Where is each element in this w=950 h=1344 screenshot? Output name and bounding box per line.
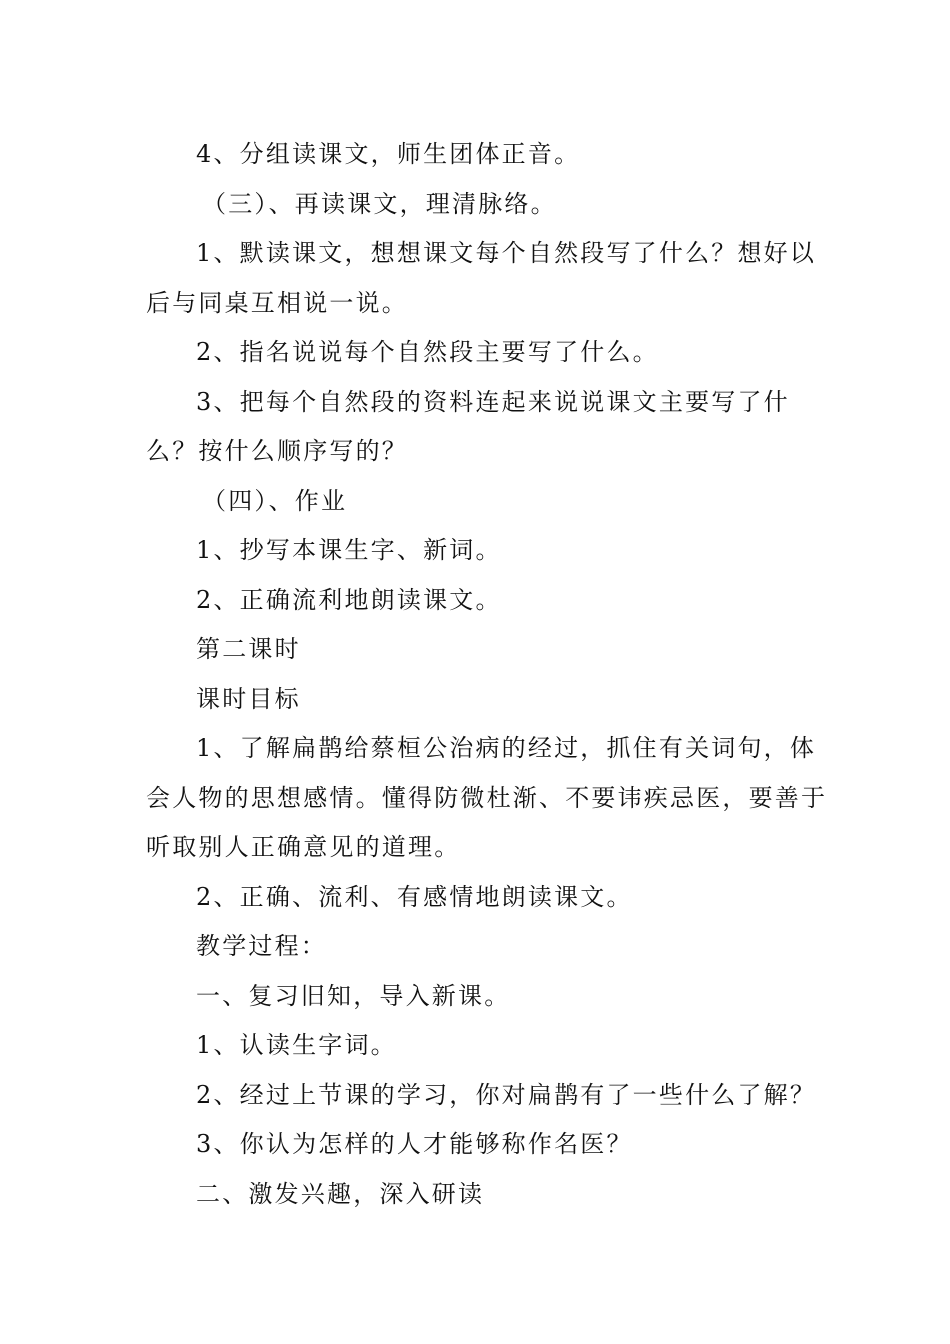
paragraph-objective-1: 1、了解扁鹊给蔡桓公治病的经过，抓住有关词句，体会人物的思想感情。懂得防微杜渐、不要讳疾忌医，要善于听取别人正确意见的道理。 [146,734,828,861]
paragraph-review-question: 2、经过上节课的学习，你对扁鹊有了一些什么了解？ [196,1080,817,1109]
lesson-objectives-heading: 课时目标 [196,684,301,713]
teaching-process-heading: 教学过程： [196,932,327,960]
section-heading-review: 一、复习旧知，导入新课。 [196,981,511,1010]
section-heading-homework: （四）、作业 [202,486,348,515]
paragraph-silent-reading: 1、默读课文，想想课文每个自然段写了什么？想好以后与同桌互相说一说。 [146,239,817,317]
paragraph-objective-2: 2、正确、流利、有感情地朗读课文。 [196,882,633,911]
section-heading-deep-reading: 二、激发兴趣，深入研读 [196,1179,485,1208]
lesson-2-title: 第二课时 [196,635,301,663]
paragraph-famous-doctor-question: 3、你认为怎样的人才能够称作名医？ [196,1130,633,1158]
paragraph-review-words: 1、认读生字词。 [196,1031,397,1059]
paragraph-homework-read: 2、正确流利地朗读课文。 [196,585,502,614]
paragraph-connect-summary: 3、把每个自然段的资料连起来说说课文主要写了什么？按什么顺序写的？ [146,387,790,465]
document-body [146,130,836,1219]
paragraph-step-4-group-reading: 4、分组读课文，师生团体正音。 [196,140,581,168]
paragraph-name-students: 2、指名说说每个自然段主要写了什么。 [196,338,659,366]
section-heading-3: （三）、再读课文，理清脉络。 [202,189,557,218]
paragraph-homework-copy: 1、抄写本课生字、新词。 [196,536,502,564]
